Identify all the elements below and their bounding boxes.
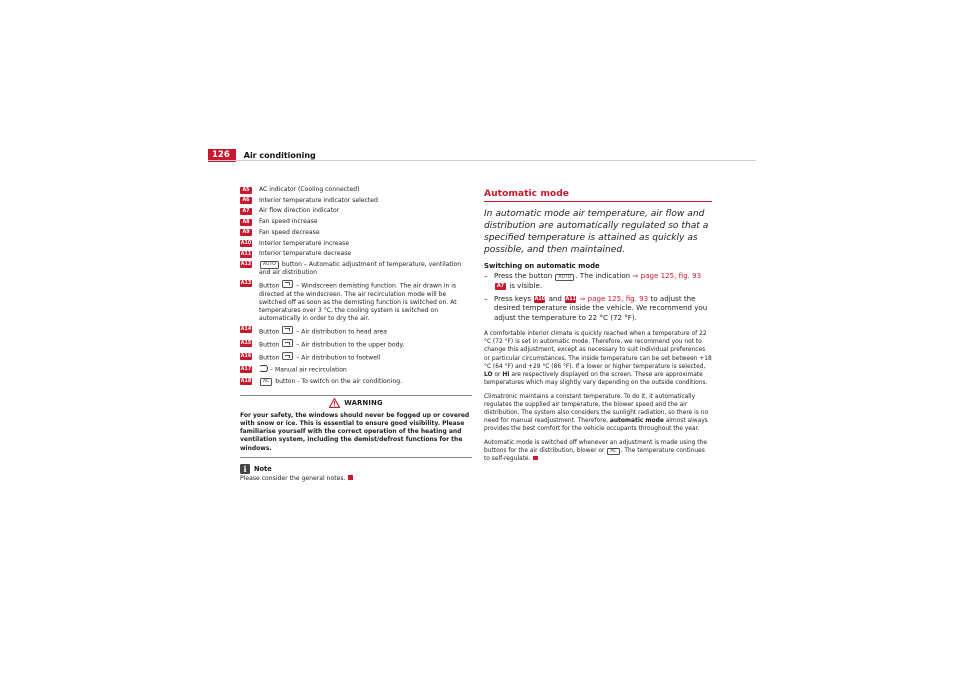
legend-badge: A10 — [240, 241, 252, 247]
note-title: Note — [254, 464, 272, 473]
legend-text: – Air distribution to the upper body. — [296, 341, 405, 349]
indicator-badge: A7 — [496, 284, 505, 290]
page-number: 126 — [208, 149, 236, 162]
step-2: – Press keys A10 and A11 ⇒ page 125, fig. 93 to adjust the desired temperature inside the vehicle. We recommend you adjust the temperature to 22 °C (72 °F). — [484, 293, 708, 322]
legend-text: Fan speed increase — [259, 218, 318, 226]
para-text: Climatronic maintains a constant temperature. To do it, it automatically regulates the supplied air temperature, the blower speed and the air distribution. The system also considers the sunlight radiation, so there is no need for manual readjustment. Therefore, — [484, 393, 709, 425]
automatic-mode-bold: automatic mode — [609, 418, 664, 425]
step-text: is visible. — [509, 280, 543, 290]
para-text: Automatic mode is switched off whenever an adjustment is made using the buttons for the air distribution, blower or — [484, 440, 707, 455]
step-text: . The indication — [575, 271, 631, 280]
step-text: to adjust the desired temperature inside the vehicle. We recommend you adjust the temperature to 22 °C (72 °F). — [494, 293, 708, 322]
legend-item — [240, 352, 472, 363]
legend-text: – Air distribution to footwell — [296, 354, 381, 362]
legend-text: AC indicator (Cooling connected) — [259, 186, 360, 193]
legend-badge: A11 — [240, 251, 252, 257]
legend-badge: A5 — [240, 187, 252, 194]
legend-badge: A8 — [240, 219, 252, 226]
note-header — [240, 464, 472, 474]
air-foot-icon — [282, 352, 293, 360]
legend-item — [240, 261, 472, 277]
note-body: Please consider the general notes. — [240, 474, 346, 482]
para-text: or — [494, 371, 501, 378]
step-text: Press keys — [494, 293, 532, 303]
legend-list — [240, 186, 472, 386]
legend-pre: Button — [259, 354, 280, 362]
step-text: and — [548, 293, 562, 303]
legend-item — [240, 186, 472, 194]
note-icon: i — [240, 464, 250, 474]
legend-badge: A9 — [240, 229, 252, 236]
ac-key: AC — [260, 378, 272, 385]
legend-text: button - To switch on the air conditioning. — [275, 377, 403, 385]
warning-box — [240, 395, 472, 458]
legend-badge: A15 — [240, 340, 252, 346]
legend-badge: A14 — [240, 327, 252, 333]
step-1: – Press the button AUTO . The indication ⇒ page 125, fig. 93 A7 is visible. — [484, 271, 702, 290]
legend-badge: A16 — [240, 353, 252, 359]
header-divider — [208, 160, 756, 161]
legend-pre: Button — [259, 328, 280, 336]
legend-badge: A6 — [240, 197, 252, 204]
automatic-mode-lead: In automatic mode air temperature, air flow and distribution are automatically regulated so that a specified temperature is attained as quickly as possible, and then maintained. — [484, 209, 709, 255]
para-text: . The temperature continues to self-regulate. — [484, 448, 705, 463]
legend-item — [240, 229, 472, 237]
hi-label: HI — [502, 371, 510, 378]
legend-item — [240, 240, 472, 248]
automatic-mode-title: Automatic mode — [484, 188, 712, 202]
demist-icon — [282, 280, 293, 288]
warning-text: For your safety, the windows should never be fogged up or covered with snow or ice. This is essential to ensure good visibility. Please familiarise yourself with the correct operation of the heating and ventilation system, including the demist/defrost functions for the windows. — [240, 411, 470, 452]
legend-item — [240, 365, 472, 375]
note-text — [240, 475, 472, 483]
air-head-icon — [282, 326, 293, 334]
lo-label: LO — [484, 371, 493, 378]
paragraph-climatronic — [484, 393, 712, 433]
legend-badge: A13 — [240, 281, 252, 287]
legend-badge: A18 — [240, 379, 252, 385]
legend-text: Interior temperature decrease — [259, 250, 352, 258]
auto-key: AUTO — [555, 274, 574, 281]
section-end-mark — [533, 456, 538, 461]
legend-badge: A17 — [240, 366, 252, 372]
legend-item — [240, 339, 472, 350]
section-title: Air conditioning — [243, 150, 316, 160]
legend-item — [240, 378, 472, 386]
legend-pre: Button — [259, 282, 280, 290]
warning-header — [240, 398, 472, 408]
legend-text: – Windscreen demisting function. The air drawn in is directed at the windscreen. The air recirculation mode will be switched off as soon as the demisting function is switched on. At temperatures over 3 °C, the cooling system is switched on automatically in order to dry the air. — [259, 282, 457, 323]
step-text: Press the button — [494, 271, 553, 280]
page-reference-link[interactable]: ⇒ page 125, fig. 93 — [632, 271, 702, 280]
ac-key: AC — [607, 448, 619, 455]
legend-text: – Air distribution to head area — [296, 328, 388, 336]
air-body-icon — [282, 339, 293, 347]
legend-text: Air flow direction indicator — [259, 207, 340, 215]
legend-text: – Manual air recirculation — [270, 366, 347, 374]
para-text: are respectively displayed on the screen. These are approximate temperatures which may slightly vary depending on the outside conditions. — [484, 371, 708, 386]
temp-decrease-badge: A11 — [565, 297, 576, 302]
warning-title: WARNING — [344, 398, 383, 407]
legend-badge: A12 — [240, 262, 252, 268]
legend-item — [240, 326, 472, 337]
legend-text: Interior temperature indicator selected — [259, 196, 378, 204]
auto-key: AUTO — [260, 261, 279, 268]
page-reference-link[interactable]: ⇒ page 125, fig. 93 — [579, 293, 649, 303]
switching-on-heading: Switching on automatic mode — [484, 262, 600, 270]
para-text: almost always provides the best comfort for the vehicle occupants throughout the year. — [484, 418, 708, 433]
legend-text: button – Automatic adjustment of temperature, ventilation and air distribution — [259, 260, 462, 277]
recirculation-icon — [259, 365, 268, 372]
note-section — [240, 464, 472, 483]
warning-triangle-icon — [329, 398, 340, 408]
legend-item — [240, 197, 472, 205]
legend-text: Fan speed decrease — [259, 228, 320, 236]
left-column — [240, 186, 472, 483]
para-text: A comfortable interior climate is quickly reached when a temperature of 22 °C (72 °F) is set in automatic mode. Therefore, we recommend you not to change this adjustment, except as necessary to suit individual preferences or particular circumstances. The inside temperature can be set between +18 °C (64 °F) and +29 °C (86 °F). If a lower or higher temperature is selected, — [484, 331, 712, 370]
legend-item — [240, 207, 472, 215]
legend-item — [240, 250, 472, 258]
legend-pre: Button — [259, 341, 280, 349]
legend-item — [240, 280, 472, 324]
paragraph-switch-off — [484, 439, 712, 463]
paragraph-comfort — [484, 330, 712, 387]
legend-badge: A7 — [240, 208, 252, 215]
section-end-mark — [348, 475, 353, 480]
legend-text: Interior temperature increase — [259, 239, 350, 247]
temp-increase-badge: A10 — [534, 297, 545, 302]
legend-item — [240, 218, 472, 226]
right-column — [484, 188, 712, 469]
